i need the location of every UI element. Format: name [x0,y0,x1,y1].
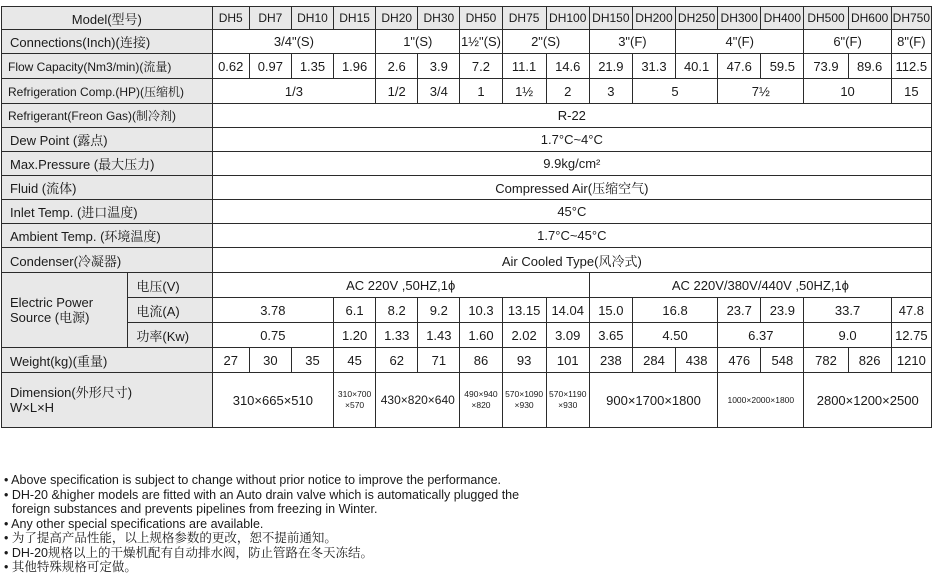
connections-cell: 1½"(S) [460,30,502,54]
current-cell: 16.8 [632,298,717,323]
model-cell: DH200 [632,7,675,30]
refrig-comp-cell: 10 [804,79,891,104]
power-cell: 2.02 [502,323,546,348]
weight-cell: 548 [761,348,804,373]
current-cell: 8.2 [376,298,418,323]
connections-cell: 8"(F) [891,30,931,54]
note-line: • DH-20规格以上的干燥机配有自动排水阀，防止管路在冬天冻结。 [4,545,373,560]
note-line: • Above specification is subject to change without prior notice to improve the performance. [4,473,502,487]
flow-cell: 73.9 [804,54,848,79]
dimension-cell: 2800×1200×2500 [804,373,932,428]
refrig-comp-cell: 2 [546,79,589,104]
dimension-line: 570×1190 [549,389,587,399]
connections-cell: 3"(F) [589,30,675,54]
dimension-line: ×820 [471,400,491,410]
model-cell: DH30 [418,7,460,30]
refrig-comp-label: Refrigeration Comp.(HP)(压缩机) [2,79,213,104]
inlet-temp-row [2,200,932,224]
fluid-row [2,176,932,200]
dimension-cell [502,373,546,428]
current-cell: 23.7 [718,298,761,323]
dimension-line: ×930 [558,400,578,410]
power-cell: 9.0 [804,323,891,348]
weight-label: Weight(kg)(重量) [2,348,213,373]
current-cell: 6.1 [334,298,376,323]
refrig-comp-row [2,79,932,104]
max-pressure-value: 9.9kg/cm² [212,152,931,176]
weight-cell: 1210 [891,348,931,373]
inlet-temp-value: 45°C [212,200,931,224]
note-line: • DH-20 &higher models are fitted with an Auto drain valve which is automatically plugged the [4,487,520,502]
power-cell: 3.09 [546,323,589,348]
weight-cell: 476 [718,348,761,373]
refrig-comp-cell: 15 [891,79,931,104]
weight-cell: 45 [334,348,376,373]
flow-cell: 1.35 [291,54,333,79]
power-cell: 12.75 [891,323,931,348]
dew-point-row [2,128,932,152]
flow-cell: 89.6 [848,54,891,79]
current-cell: 3.78 [212,298,333,323]
note-line: • Any other special specifications are available. [4,516,264,531]
weight-cell: 438 [676,348,718,373]
refrig-comp-cell: 5 [632,79,717,104]
connections-cell: 1"(S) [376,30,460,54]
connections-cell: 2"(S) [502,30,589,54]
flow-cell: 31.3 [632,54,675,79]
current-cell: 15.0 [589,298,632,323]
refrigerant-label: Refrigerant(Freon Gas)(制冷剂) [2,104,213,128]
dimension-cell: 1000×2000×1800 [718,373,804,428]
power-cell: 6.37 [718,323,804,348]
refrig-comp-cell: 1/2 [376,79,418,104]
current-cell: 47.8 [891,298,931,323]
electric-label-line1: Electric Power [10,295,94,310]
dimension-line: ×930 [514,400,534,410]
weight-cell: 35 [291,348,333,373]
weight-row [2,348,932,373]
spec-table [1,6,932,428]
weight-cell: 284 [632,348,675,373]
connections-cell: 3/4"(S) [212,30,375,54]
power-cell: 1.60 [460,323,502,348]
refrig-comp-cell: 7½ [718,79,804,104]
electric-label [2,273,128,348]
weight-cell: 93 [502,348,546,373]
weight-cell: 826 [848,348,891,373]
flow-cell: 2.6 [376,54,418,79]
connections-label: Connections(Inch)(连接) [2,30,213,54]
weight-cell: 782 [804,348,848,373]
connections-row [2,30,932,54]
dimension-line: 310×700 [337,389,372,399]
ambient-temp-value: 1.7°C~45°C [212,224,931,248]
model-cell: DH100 [546,7,589,30]
refrig-comp-cell: 3 [589,79,632,104]
current-cell: 14.04 [546,298,589,323]
flow-cell: 0.62 [212,54,249,79]
dimension-label-line2: W×L×H [10,400,55,415]
ambient-temp-row [2,224,932,248]
dimension-cell [546,373,589,428]
refrigerant-row [2,104,932,128]
current-cell: 13.15 [502,298,546,323]
model-cell: DH5 [212,7,249,30]
dimension-cell [334,373,376,428]
condenser-label: Condenser(冷凝器) [2,248,213,273]
flow-cell: 21.9 [589,54,632,79]
max-pressure-label: Max.Pressure (最大压力) [2,152,213,176]
power-row [2,323,932,348]
power-cell: 1.43 [418,323,460,348]
model-cell: DH250 [676,7,718,30]
power-cell: 4.50 [632,323,717,348]
dimension-row [2,373,932,428]
refrigerant-value: R-22 [212,104,931,128]
dimension-cell [460,373,502,428]
weight-cell: 30 [249,348,291,373]
model-cell: DH15 [334,7,376,30]
power-cell: 0.75 [212,323,333,348]
flow-cell: 0.97 [249,54,291,79]
connections-cell: 4"(F) [676,30,804,54]
dimension-cell: 310×665×510 [212,373,333,428]
dimension-label-line1: Dimension(外形尺寸) [10,385,133,400]
dimension-cell: 900×1700×1800 [589,373,717,428]
current-label: 电流(A) [128,298,212,323]
model-cell: DH75 [502,7,546,30]
refrig-comp-cell: 1½ [502,79,546,104]
note-line: • 其他特殊规格可定做。 [4,560,137,574]
fluid-value: Compressed Air(压缩空气) [212,176,931,200]
power-label: 功率(Kw) [128,323,212,348]
power-cell: 1.20 [334,323,376,348]
weight-cell: 71 [418,348,460,373]
current-cell: 33.7 [804,298,891,323]
flow-cell: 47.6 [718,54,761,79]
refrig-comp-cell: 3/4 [418,79,460,104]
model-label: Model(型号) [2,7,213,30]
flow-cell: 59.5 [761,54,804,79]
dew-point-label: Dew Point (露点) [2,128,213,152]
model-cell: DH300 [718,7,761,30]
voltage-cell: AC 220V/380V/440V ,50HZ,1ϕ [589,273,931,298]
power-cell: 3.65 [589,323,632,348]
max-pressure-row [2,152,932,176]
voltage-label: 电压(V) [128,273,212,298]
flow-row [2,54,932,79]
flow-cell: 112.5 [891,54,931,79]
ambient-temp-label: Ambient Temp. (环境温度) [2,224,213,248]
flow-label: Flow Capacity(Nm3/min)(流量) [2,54,213,79]
dimension-line: 570×1090 [505,389,544,399]
model-cell: DH20 [376,7,418,30]
dew-point-value: 1.7°C~4°C [212,128,931,152]
dimension-label [2,373,213,428]
model-cell: DH10 [291,7,333,30]
model-cell: DH7 [249,7,291,30]
flow-cell: 1.96 [334,54,376,79]
voltage-cell: AC 220V ,50HZ,1ϕ [212,273,589,298]
current-cell: 9.2 [418,298,460,323]
current-cell: 10.3 [460,298,502,323]
flow-cell: 14.6 [546,54,589,79]
condenser-row [2,248,932,273]
model-cell: DH500 [804,7,848,30]
voltage-row [2,273,932,298]
weight-cell: 27 [212,348,249,373]
dimension-line: 490×940 [464,389,498,399]
power-cell: 1.33 [376,323,418,348]
condenser-value: Air Cooled Type(风冷式) [212,248,931,273]
dimension-line: ×570 [345,400,365,410]
notes [4,473,519,575]
flow-cell: 3.9 [418,54,460,79]
flow-cell: 7.2 [460,54,502,79]
fluid-label: Fluid (流体) [2,176,213,200]
inlet-temp-label: Inlet Temp. (进口温度) [2,200,213,224]
weight-cell: 86 [460,348,502,373]
weight-cell: 62 [376,348,418,373]
model-cell: DH400 [761,7,804,30]
model-cell: DH150 [589,7,632,30]
note-line: • 为了提高产品性能，以上规格参数的更改，恕不提前通知。 [4,531,337,545]
flow-cell: 40.1 [676,54,718,79]
flow-cell: 11.1 [502,54,546,79]
connections-cell: 6"(F) [804,30,891,54]
model-row [2,7,932,30]
current-row [2,298,932,323]
weight-cell: 238 [589,348,632,373]
refrig-comp-cell: 1 [460,79,502,104]
refrig-comp-cell: 1/3 [212,79,375,104]
weight-cell: 101 [546,348,589,373]
note-line: foreign substances and prevents pipelines from freezing in Winter. [12,502,378,516]
current-cell: 23.9 [761,298,804,323]
model-cell: DH750 [891,7,931,30]
electric-label-line2: Source (电源) [10,310,90,325]
model-cell: DH600 [848,7,891,30]
model-cell: DH50 [460,7,502,30]
dimension-cell: 430×820×640 [376,373,460,428]
